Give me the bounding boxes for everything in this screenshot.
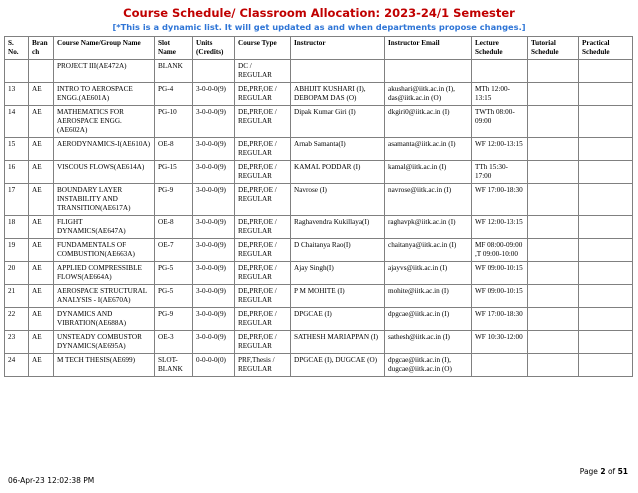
cell-sno: 23 bbox=[5, 331, 29, 354]
header-branch: Branch bbox=[29, 37, 54, 60]
header-course: Course Name/Group Name bbox=[54, 37, 155, 60]
cell-course: FUNDAMENTALS OF COMBUSTION(AE663A) bbox=[54, 239, 155, 262]
cell-instructor-email: dkgiri0@iitk.ac.in (I) bbox=[385, 106, 472, 138]
cell-instructor-email: navrose@iitk.ac.in (I) bbox=[385, 184, 472, 216]
cell-tutorial bbox=[528, 83, 579, 106]
cell-tutorial bbox=[528, 60, 579, 83]
page-subtitle: [*This is a dynamic list. It will get updated as and when departments propose changes.] bbox=[112, 22, 526, 32]
cell-branch: AE bbox=[29, 106, 54, 138]
cell-instructor: KAMAL PODDAR (I) bbox=[291, 161, 385, 184]
cell-units: 3-0-0-0(9) bbox=[193, 308, 235, 331]
page-of: of bbox=[607, 467, 616, 476]
cell-course: BOUNDARY LAYER INSTABILITY AND TRANSITION(AE617A) bbox=[54, 184, 155, 216]
cell-course-type: DC / REGULAR bbox=[235, 60, 291, 83]
cell-branch: AE bbox=[29, 308, 54, 331]
cell-course-type: DE,PRF,OE / REGULAR bbox=[235, 161, 291, 184]
cell-practical bbox=[579, 161, 633, 184]
header-tutorial: Tutorial Schedule bbox=[528, 37, 579, 60]
table-row bbox=[5, 138, 633, 161]
cell-practical bbox=[579, 285, 633, 308]
cell-branch: AE bbox=[29, 83, 54, 106]
cell-slot: PG-10 bbox=[155, 106, 193, 138]
cell-lecture: WF 09:00-10:15 bbox=[472, 262, 528, 285]
cell-practical bbox=[579, 216, 633, 239]
cell-branch: AE bbox=[29, 184, 54, 216]
cell-practical bbox=[579, 60, 633, 83]
cell-instructor: ABHIJIT KUSHARI (I), DEBOPAM DAS (O) bbox=[291, 83, 385, 106]
cell-course-type: DE,PRF,OE / REGULAR bbox=[235, 83, 291, 106]
header-units: Units (Credits) bbox=[193, 37, 235, 60]
cell-branch: AE bbox=[29, 239, 54, 262]
cell-practical bbox=[579, 138, 633, 161]
cell-units bbox=[193, 60, 235, 83]
cell-course: APPLIED COMPRESSIBLE FLOWS(AE664A) bbox=[54, 262, 155, 285]
page-label: Page bbox=[579, 467, 598, 476]
cell-tutorial bbox=[528, 354, 579, 377]
cell-tutorial bbox=[528, 331, 579, 354]
cell-course-type: DE,PRF,OE / REGULAR bbox=[235, 308, 291, 331]
cell-lecture: WF 09:00-10:15 bbox=[472, 285, 528, 308]
page-current: 2 bbox=[600, 467, 606, 476]
cell-instructor-email: ajayvs@iitk.ac.in (I) bbox=[385, 262, 472, 285]
cell-instructor-email bbox=[385, 60, 472, 83]
cell-lecture: MTh 12:00-13:15 bbox=[472, 83, 528, 106]
cell-branch: AE bbox=[29, 262, 54, 285]
header-slot: Slot Name bbox=[155, 37, 193, 60]
table-row bbox=[5, 308, 633, 331]
footer-datetime: 06-Apr-23 12:02:38 PM bbox=[8, 476, 95, 485]
cell-practical bbox=[579, 262, 633, 285]
cell-slot: PG-9 bbox=[155, 308, 193, 331]
cell-practical bbox=[579, 308, 633, 331]
cell-instructor: Navrose (I) bbox=[291, 184, 385, 216]
table-row bbox=[5, 239, 633, 262]
cell-course: VISCOUS FLOWS(AE614A) bbox=[54, 161, 155, 184]
cell-sno: 14 bbox=[5, 106, 29, 138]
cell-branch: AE bbox=[29, 216, 54, 239]
cell-instructor-email: dpgcae@iitk.ac.in (I) bbox=[385, 308, 472, 331]
cell-units: 3-0-0-0(9) bbox=[193, 138, 235, 161]
cell-instructor: DPGCAE (I) bbox=[291, 308, 385, 331]
cell-units: 3-0-0-0(9) bbox=[193, 184, 235, 216]
cell-units: 3-0-0-0(9) bbox=[193, 262, 235, 285]
cell-lecture: TTh 15:30-17:00 bbox=[472, 161, 528, 184]
cell-course-type: DE,PRF,OE / REGULAR bbox=[235, 262, 291, 285]
header-row bbox=[5, 37, 633, 60]
header-instructor: Instructor bbox=[291, 37, 385, 60]
page-number bbox=[580, 467, 628, 476]
cell-instructor-email: akushari@iitk.ac.in (I), das@iitk.ac.in (O) bbox=[385, 83, 472, 106]
header-sno: S. No. bbox=[5, 37, 29, 60]
cell-course-type: DE,PRF,OE / REGULAR bbox=[235, 239, 291, 262]
schedule-table bbox=[4, 36, 633, 377]
cell-units: 3-0-0-0(9) bbox=[193, 239, 235, 262]
cell-units: 3-0-0-0(9) bbox=[193, 285, 235, 308]
cell-tutorial bbox=[528, 216, 579, 239]
cell-branch: AE bbox=[29, 161, 54, 184]
cell-branch bbox=[29, 60, 54, 83]
table-row bbox=[5, 285, 633, 308]
cell-slot: OE-7 bbox=[155, 239, 193, 262]
cell-sno: 21 bbox=[5, 285, 29, 308]
cell-practical bbox=[579, 83, 633, 106]
cell-slot: PG-4 bbox=[155, 83, 193, 106]
cell-lecture bbox=[472, 354, 528, 377]
cell-slot: BLANK bbox=[155, 60, 193, 83]
cell-units: 3-0-0-0(9) bbox=[193, 106, 235, 138]
cell-instructor-email: asamanta@iitk.ac.in (I) bbox=[385, 138, 472, 161]
cell-lecture: MF 08:00-09:00 ,T 09:00-10:00 bbox=[472, 239, 528, 262]
cell-sno: 22 bbox=[5, 308, 29, 331]
cell-instructor-email: sathesh@iitk.ac.in (I) bbox=[385, 331, 472, 354]
cell-units: 3-0-0-0(9) bbox=[193, 216, 235, 239]
cell-tutorial bbox=[528, 262, 579, 285]
cell-tutorial bbox=[528, 239, 579, 262]
cell-instructor-email: dpgcae@iitk.ac.in (I), dugcae@iitk.ac.in (O) bbox=[385, 354, 472, 377]
table-row bbox=[5, 216, 633, 239]
header-course-type: Course Type bbox=[235, 37, 291, 60]
cell-branch: AE bbox=[29, 138, 54, 161]
cell-units: 3-0-0-0(9) bbox=[193, 83, 235, 106]
header-lecture: Lecture Schedule bbox=[472, 37, 528, 60]
cell-instructor: Arnab Samanta(I) bbox=[291, 138, 385, 161]
cell-course: FLIGHT DYNAMICS(AE647A) bbox=[54, 216, 155, 239]
cell-slot: PG-5 bbox=[155, 262, 193, 285]
cell-slot: PG-9 bbox=[155, 184, 193, 216]
table-row bbox=[5, 331, 633, 354]
cell-sno: 18 bbox=[5, 216, 29, 239]
table-row bbox=[5, 106, 633, 138]
cell-course: UNSTEADY COMBUSTOR DYNAMICS(AE695A) bbox=[54, 331, 155, 354]
cell-sno bbox=[5, 60, 29, 83]
cell-course-type: PRF,Thesis / REGULAR bbox=[235, 354, 291, 377]
cell-tutorial bbox=[528, 138, 579, 161]
cell-course-type: DE,PRF,OE / REGULAR bbox=[235, 138, 291, 161]
cell-course-type: DE,PRF,OE / REGULAR bbox=[235, 216, 291, 239]
cell-instructor: P M MOHITE (I) bbox=[291, 285, 385, 308]
cell-course-type: DE,PRF,OE / REGULAR bbox=[235, 184, 291, 216]
cell-course: M TECH THESIS(AE699) bbox=[54, 354, 155, 377]
cell-slot: OE-3 bbox=[155, 331, 193, 354]
cell-course-type: DE,PRF,OE / REGULAR bbox=[235, 285, 291, 308]
cell-lecture: WF 17:00-18:30 bbox=[472, 308, 528, 331]
cell-slot: OE-8 bbox=[155, 216, 193, 239]
cell-practical bbox=[579, 239, 633, 262]
cell-lecture: WF 12:00-13:15 bbox=[472, 138, 528, 161]
cell-instructor-email: chaitanya@iitk.ac.in (I) bbox=[385, 239, 472, 262]
table-body bbox=[5, 60, 633, 377]
cell-slot: PG-5 bbox=[155, 285, 193, 308]
table-row bbox=[5, 60, 633, 83]
page-total: 51 bbox=[617, 467, 628, 476]
cell-branch: AE bbox=[29, 354, 54, 377]
cell-course: AERODYNAMICS-I(AE610A) bbox=[54, 138, 155, 161]
cell-lecture: TWTh 08:00-09:00 bbox=[472, 106, 528, 138]
cell-units: 3-0-0-0(9) bbox=[193, 331, 235, 354]
cell-units: 0-0-0-0(0) bbox=[193, 354, 235, 377]
cell-course-type: DE,PRF,OE / REGULAR bbox=[235, 331, 291, 354]
cell-sno: 16 bbox=[5, 161, 29, 184]
cell-sno: 13 bbox=[5, 83, 29, 106]
cell-practical bbox=[579, 184, 633, 216]
cell-instructor: DPGCAE (I), DUGCAE (O) bbox=[291, 354, 385, 377]
table-row bbox=[5, 184, 633, 216]
cell-practical bbox=[579, 331, 633, 354]
table-row bbox=[5, 161, 633, 184]
cell-slot: OE-8 bbox=[155, 138, 193, 161]
cell-sno: 19 bbox=[5, 239, 29, 262]
cell-course: MATHEMATICS FOR AEROSPACE ENGG.(AE602A) bbox=[54, 106, 155, 138]
cell-instructor-email: kamal@iitk.ac.in (I) bbox=[385, 161, 472, 184]
cell-instructor-email: raghavpk@iitk.ac.in (I) bbox=[385, 216, 472, 239]
cell-sno: 15 bbox=[5, 138, 29, 161]
cell-sno: 17 bbox=[5, 184, 29, 216]
cell-instructor: Dipak Kumar Giri (I) bbox=[291, 106, 385, 138]
cell-lecture: WF 12:00-13:15 bbox=[472, 216, 528, 239]
cell-instructor: Ajay Singh(I) bbox=[291, 262, 385, 285]
cell-instructor: SATHESH MARIAPPAN (I) bbox=[291, 331, 385, 354]
cell-branch: AE bbox=[29, 331, 54, 354]
cell-practical bbox=[579, 354, 633, 377]
cell-course: INTRO TO AEROSPACE ENGG.(AE601A) bbox=[54, 83, 155, 106]
cell-lecture: WF 10:30-12:00 bbox=[472, 331, 528, 354]
cell-slot: SLOT-BLANK bbox=[155, 354, 193, 377]
cell-instructor bbox=[291, 60, 385, 83]
header-practical: Practical Schedule bbox=[579, 37, 633, 60]
cell-sno: 24 bbox=[5, 354, 29, 377]
cell-tutorial bbox=[528, 106, 579, 138]
cell-units: 3-0-0-0(9) bbox=[193, 161, 235, 184]
cell-lecture: WF 17:00-18:30 bbox=[472, 184, 528, 216]
cell-instructor-email: mohite@iitk.ac.in (I) bbox=[385, 285, 472, 308]
cell-lecture bbox=[472, 60, 528, 83]
table-row bbox=[5, 83, 633, 106]
cell-instructor: D Chaitanya Rao(I) bbox=[291, 239, 385, 262]
page-title: Course Schedule/ Classroom Allocation: 2023-24/1 Semester bbox=[123, 6, 515, 20]
cell-course: PROJECT III(AE472A) bbox=[54, 60, 155, 83]
cell-instructor: Raghavendra Kukillaya(I) bbox=[291, 216, 385, 239]
cell-course-type: DE,PRF,OE / REGULAR bbox=[235, 106, 291, 138]
table-row bbox=[5, 354, 633, 377]
cell-branch: AE bbox=[29, 285, 54, 308]
table-row bbox=[5, 262, 633, 285]
cell-tutorial bbox=[528, 161, 579, 184]
cell-course: AEROSPACE STRUCTURAL ANALYSIS - I(AE670A) bbox=[54, 285, 155, 308]
cell-practical bbox=[579, 106, 633, 138]
cell-sno: 20 bbox=[5, 262, 29, 285]
cell-slot: PG-15 bbox=[155, 161, 193, 184]
cell-tutorial bbox=[528, 308, 579, 331]
cell-tutorial bbox=[528, 285, 579, 308]
header-instructor-email: Instructor Email bbox=[385, 37, 472, 60]
cell-course: DYNAMICS AND VIBRATION(AE688A) bbox=[54, 308, 155, 331]
cell-tutorial bbox=[528, 184, 579, 216]
